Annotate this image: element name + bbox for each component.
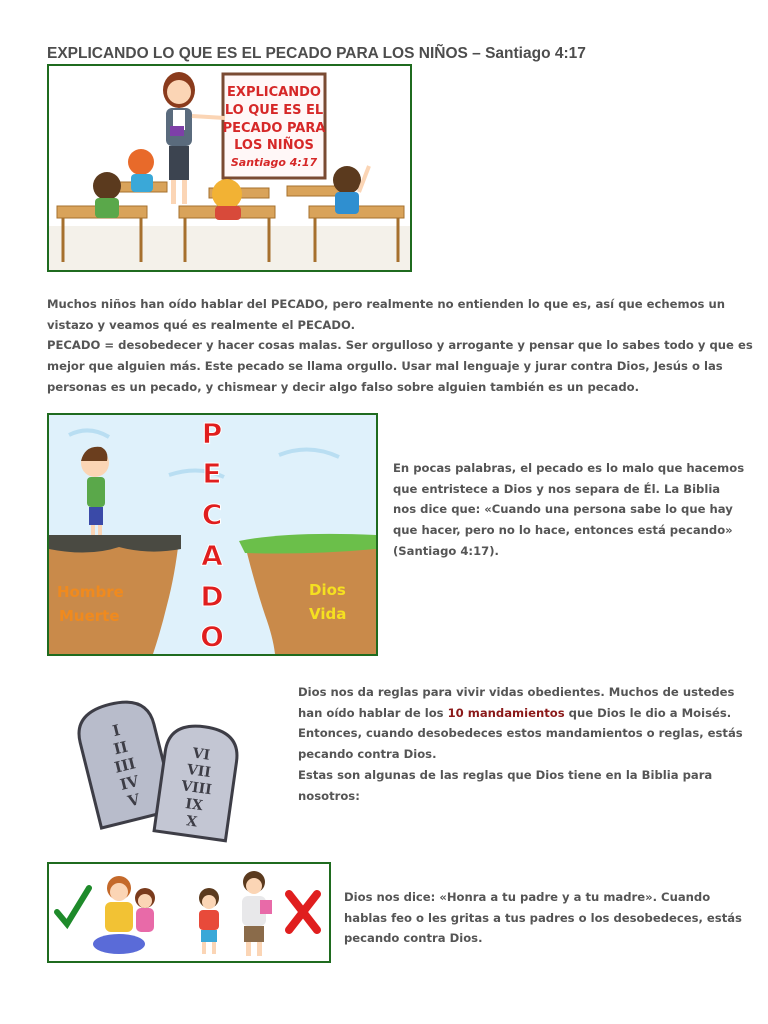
numeral: VII [185,761,212,781]
numeral: V [125,790,142,811]
honor-line: pecando contra Dios. [344,931,483,946]
intro-line: mejor que alguien más. Este pecado se llama orgullo. Usar mal lenguaje y jurar contra Dios, Jesús o las [47,359,723,374]
board-line-4: LOS NIÑOS [234,138,314,153]
commandments-text: que Dios le dio a Moisés. [564,705,732,720]
numeral: VI [191,745,211,764]
intro-line: Muchos niños han oído hablar del PECADO, pero realmente no entienden lo que es, así que echemos un [47,297,725,311]
board [223,74,326,178]
ten-commandments-link[interactable]: 10 mandamientos [447,705,565,720]
intro-line: PECADO = desobedecer y hacer cosas malas. Ser orgulloso y arrogante y pensar que lo sabes todo y que es [47,338,753,353]
numeral: IV [118,771,141,794]
honor-line: hablas feo o les gritas a tus padres o los desobedeces, estás [344,910,742,925]
board-line-3: PECADO PARA [222,121,326,136]
muerte-label: Muerte [59,607,120,625]
commandments-line: nosotros: [298,788,360,803]
honor-parents-illustration [47,862,331,963]
numeral: III [112,754,138,777]
numeral: II [111,737,130,759]
commandments-line: Dios nos da reglas para vivir vidas obedientes. Muchos de ustedes [298,685,735,699]
pecado-letter: A [201,539,223,572]
honor-parents-paragraph [344,887,742,949]
intro-line: personas es un pecado, y chismear y decir algo falso sobre alguien también es un pecado. [47,379,639,394]
intro-line: vistazo y veamos qué es realmente el PECADO. [47,317,356,332]
honor-line: Dios nos dice: «Honra a tu padre y a tu madre». Cuando [344,890,711,904]
page-title: EXPLICANDO LO QUE ES EL PECADO PARA LOS NIÑOS – Santiago 4:17 [47,45,586,62]
pecado-letter: D [200,580,224,613]
definition-line: nos dice que: «Cuando una persona sabe lo que hay [393,502,733,517]
sin-gap-illustration [47,413,378,656]
numeral: IX [184,795,204,815]
definition-line: (Santiago 4:17). [393,543,499,558]
definition-line: En pocas palabras, el pecado es lo malo que hacemos [393,461,745,475]
definition-paragraph [393,458,744,562]
pecado-letter: E [202,457,222,490]
commandments-line: Estas son algunas de las reglas que Dios tiene en la Biblia para [298,767,713,782]
commandments-line: pecando contra Dios. [298,747,437,762]
definition-line: que entristece a Dios y nos separa de Él. La Biblia [393,481,721,496]
ten-commandments-tablets [75,694,245,844]
board-line-2: LO QUE ES EL [224,103,324,118]
commandments-line: Entonces, cuando desobedeces estos mandamientos o reglas, estás [298,726,743,741]
commandments-paragraph [298,682,743,806]
vida-label: Vida [309,605,347,623]
numeral: X [185,813,199,831]
dios-label: Dios [309,581,346,599]
hombre-label: Hombre [57,583,124,601]
intro-paragraph [47,294,753,398]
commandments-line [298,703,743,724]
board-line-1: EXPLICANDO [227,85,321,100]
pecado-letter: C [201,498,223,531]
commandments-text: han oído hablar de los [298,705,448,720]
numeral: VIII [180,778,213,799]
classroom-illustration [47,64,412,272]
definition-line: que hacer, pero no lo hace, entonces está pecando» [393,523,733,538]
pecado-letter: O [200,620,224,653]
numeral: I [110,720,122,741]
board-line-5: Santiago 4:17 [230,156,318,169]
pecado-letter: P [201,417,223,450]
